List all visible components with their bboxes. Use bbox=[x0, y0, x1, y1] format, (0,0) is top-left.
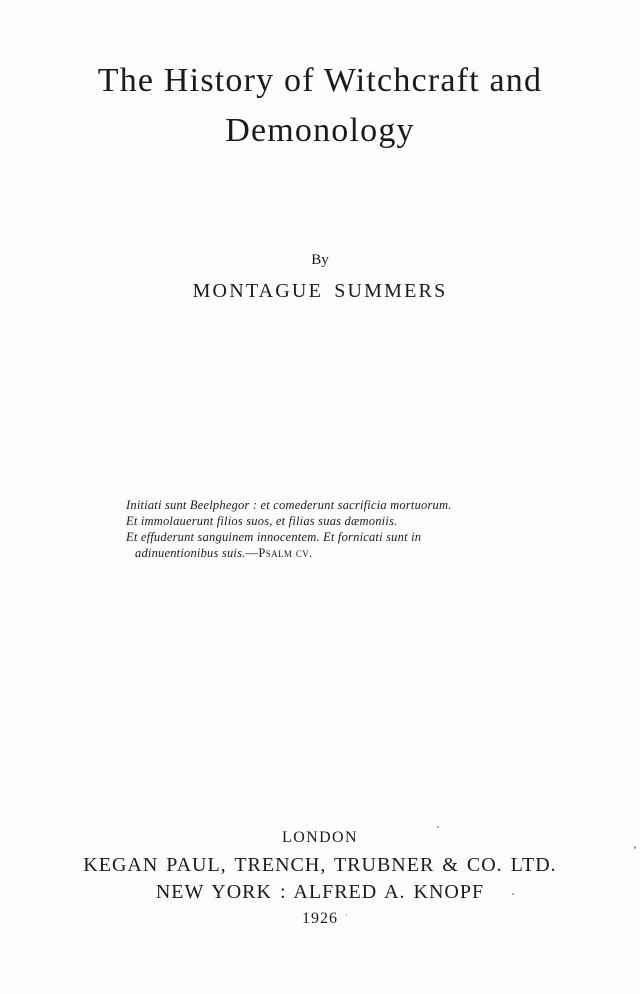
scan-speck bbox=[437, 826, 439, 828]
epigraph-line: adinuentionibus suis. bbox=[135, 546, 246, 560]
book-title-line-2: Demonology bbox=[225, 112, 415, 149]
scan-speck bbox=[512, 893, 514, 895]
epigraph-line: Et immolauerunt filios suos, et filias suas dæmoniis. bbox=[126, 514, 398, 528]
epigraph-citation: —Psalm cv. bbox=[245, 546, 313, 560]
scan-speck bbox=[346, 914, 347, 916]
imprint-publisher: KEGAN PAUL, TRENCH, TRUBNER & CO. LTD. bbox=[83, 854, 557, 876]
epigraph-line-last bbox=[126, 545, 546, 561]
imprint-city: LONDON bbox=[282, 829, 358, 846]
byline: By bbox=[311, 252, 329, 268]
imprint-year: 1926 bbox=[302, 910, 338, 927]
book-title-line-1: The History of Witchcraft and bbox=[97, 62, 543, 99]
epigraph-line: Et effuderunt sanguinem innocentem. Et fornicati sunt in bbox=[126, 530, 422, 544]
epigraph bbox=[126, 497, 546, 561]
author-name: MONTAGUE SUMMERS bbox=[192, 280, 448, 302]
imprint-publisher-us: NEW YORK : ALFRED A. KNOPF bbox=[155, 881, 485, 903]
scan-speck bbox=[634, 846, 636, 849]
epigraph-line: Initiati sunt Beelphegor : et comederunt sacrificia mortuorum. bbox=[126, 498, 452, 512]
